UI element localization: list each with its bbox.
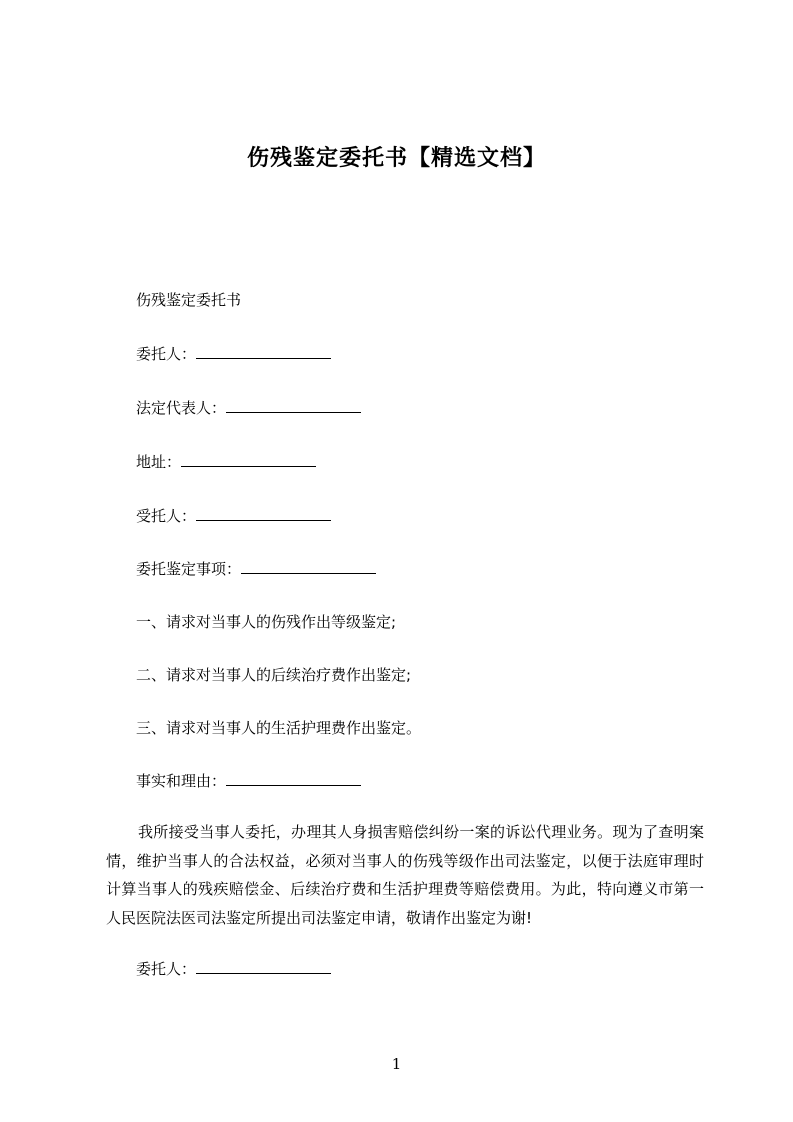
blank-line [226,397,361,413]
closing-client: 委托人： [136,958,331,980]
blank-line [196,343,331,359]
field-address: 地址： [136,451,316,473]
field-trustee: 受托人： [136,505,331,527]
blank-line [241,558,376,574]
blank-line [226,770,361,786]
blank-line [196,505,331,521]
field-client: 委托人： [136,343,331,365]
request-item-3: 三、请求对当事人的生活护理费作出鉴定。 [136,719,422,737]
subtitle: 伤残鉴定委托书 [136,291,242,309]
blank-line [196,958,331,974]
request-item-1: 一、请求对当事人的伤残作出等级鉴定; [136,613,397,631]
document-title: 伤残鉴定委托书【精选文档】 [246,146,546,171]
body-paragraph: 我所接受当事人委托，办理其人身损害赔偿纠纷一案的诉讼代理业务。现为了查明案情，维护当事人的合法权益，必须对当事人的伤残等级作出司法鉴定，以便于法庭审理时计算当事人的残疾赔偿金、后续治疗费和生活护理费等赔偿费用。为此，特向遵义市第一人民医院法医司法鉴定所提出司法鉴定申请，敬请作出鉴定为谢! [106,823,704,927]
field-appraisal-matters: 委托鉴定事项： [136,558,376,580]
page-number: 1 [391,1055,402,1073]
request-item-2: 二、请求对当事人的后续治疗费作出鉴定; [136,666,412,684]
field-legal-representative: 法定代表人： [136,397,361,419]
blank-line [181,451,316,467]
field-facts-reasons: 事实和理由： [136,770,361,792]
